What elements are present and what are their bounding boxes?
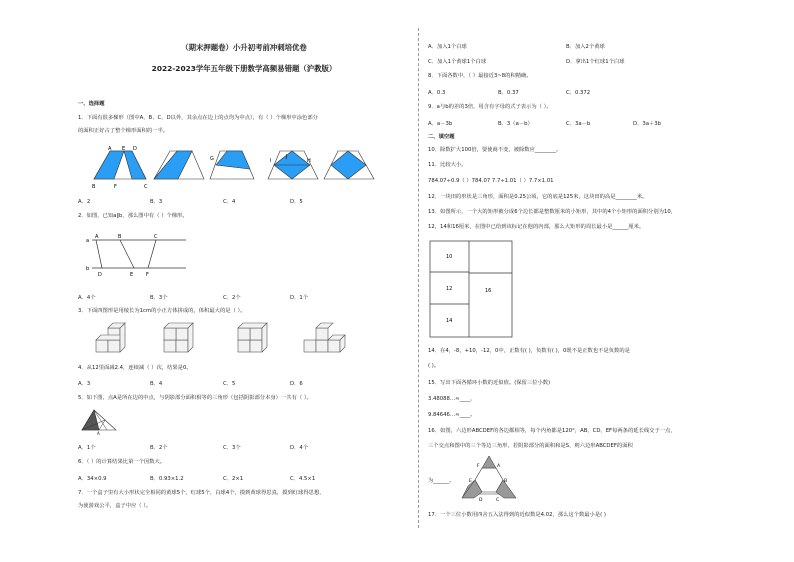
q11-comparison-line: 784.07÷0.9（ ）784.07 7.7÷1.01（ ）7.7×1.01 — [428, 178, 554, 184]
q11-text: 11．比较大小。 — [428, 162, 467, 168]
q1-label-J: J — [286, 154, 288, 160]
q5-option-a[interactable]: A．1个 — [78, 445, 96, 451]
q16-text-line1: 16．如图，六边形ABCDEF的各边都相等，每个内角都是120°，AB、CD、EF每两条的延长线交于一点， — [428, 428, 676, 434]
q3-cubes-b — [164, 323, 193, 352]
grid-cell-10: 10 — [446, 254, 453, 260]
q4-option-c[interactable]: C．5 — [223, 381, 236, 387]
section-choice-heading: 一、选择题 — [78, 101, 105, 107]
q9-option-c[interactable]: C．3a－b — [566, 121, 591, 127]
q3-cube-figures — [92, 322, 362, 362]
grid-cell-12: 12 — [446, 286, 453, 292]
svg-text:E: E — [130, 272, 134, 278]
q4-option-d[interactable]: D．6 — [290, 381, 303, 387]
q1-option-a[interactable]: A．2 — [78, 199, 91, 205]
q6-option-b[interactable]: B．0.93×1.2 — [150, 476, 184, 482]
svg-text:A: A — [497, 464, 501, 469]
right-column — [428, 0, 728, 562]
svg-text:D: D — [98, 272, 102, 278]
q13-rectangle-grid — [429, 240, 513, 338]
q1-label-I: I — [270, 158, 272, 164]
q6-text: 6．（ ）的计算结果比第一个因数大。 — [78, 459, 166, 465]
q1-label-F: F — [114, 184, 117, 190]
q1-trapezoid-figures — [92, 145, 382, 191]
q3-cubes-a — [96, 323, 125, 352]
q5-option-d[interactable]: D．4个 — [290, 445, 309, 451]
svg-text:A: A — [95, 234, 99, 240]
q16-text-line3: 为______。 — [428, 478, 455, 484]
q13-text-line1: 13．如图所示，一个大的矩形被分成6个边长都是整数厘米的小矩形，其中的4个小矩形的面积分别为10， — [428, 209, 676, 215]
q17-text: 17．一个三位小数用四舍五入法得到的近似数是4.02，那么这个数最小是( ) — [428, 512, 606, 518]
q2-text: 2．如图，已知a∥b，那么图中有（ ）个梯形。 — [78, 213, 188, 219]
q13-text-line2: 12，14和16厘米，在图中已给到该标记在他的内部，那么大矩形的周长最小是______厘米。 — [428, 224, 645, 230]
q3-cubes-d — [304, 323, 345, 352]
q1-label-D: D — [133, 146, 137, 152]
q1-figure-5 — [324, 151, 374, 179]
q3-cubes-c — [238, 323, 267, 352]
column-divider — [418, 28, 419, 528]
q9-text: 9．a与b的差的3倍，用含有字母的式子表示为（ ）。 — [428, 104, 552, 110]
q5-option-c[interactable]: C．3个 — [223, 445, 241, 451]
q7-option-d[interactable]: D．拿出1个红球1个白球 — [566, 59, 625, 65]
q9-option-b[interactable]: B．3（a－b） — [498, 121, 533, 127]
q8-option-b[interactable]: B．0.37 — [498, 90, 519, 96]
svg-text:D: D — [479, 498, 483, 503]
q1-label-C: C — [144, 184, 148, 190]
svg-text:B: B — [504, 479, 508, 484]
q1-figure-1 — [94, 151, 146, 179]
q15-item1: 3.48088…≈____， — [428, 396, 476, 402]
svg-text:C: C — [154, 234, 158, 240]
svg-text:b: b — [86, 266, 90, 272]
q1-option-c[interactable]: C．4 — [223, 199, 236, 205]
q15-text: 15．写出下面各循环小数的近似值。(保留三位小数) — [428, 380, 551, 386]
q6-option-c[interactable]: C．2×1 — [223, 476, 244, 482]
q5-triangle-figure — [80, 408, 120, 436]
svg-text:A: A — [97, 431, 100, 436]
q1-text-line2: 的面积正好占了整个梯形面积的一半。 — [78, 128, 169, 134]
q8-text: 8．下面各数中，（ ）最接近3~8的积精确。 — [428, 73, 532, 79]
q1-figure-2 — [154, 151, 204, 179]
q7-option-b[interactable]: B．加入2个黄球 — [566, 44, 605, 50]
svg-text:B: B — [118, 234, 122, 240]
q2-option-b[interactable]: B．3个 — [150, 295, 168, 301]
q8-option-a[interactable]: A．0.3 — [428, 90, 446, 96]
svg-text:C: C — [496, 498, 500, 503]
q6-option-a[interactable]: A．34×0.9 — [78, 476, 107, 482]
q14-text-line1: 14．在4，-8，+10，-12，0中，正数有( )，负数有( )，0既不是正数也不是负数的是 — [428, 348, 630, 354]
q9-option-d[interactable]: D．3a＋3b — [633, 121, 662, 127]
q1-label-A: A — [108, 146, 112, 152]
q16-hexagon-figure — [458, 454, 520, 508]
section-fill-heading: 二、填空题 — [428, 134, 455, 140]
q8-option-c[interactable]: C．0.372 — [566, 90, 591, 96]
q15-item2: 9.84646…≈____。 — [428, 412, 476, 418]
q6-option-d[interactable]: C．4.5×1 — [290, 476, 316, 482]
grid-cell-14: 14 — [446, 318, 453, 324]
q10-text: 10．除数扩大100倍，要使商不变，被除数应________。 — [428, 147, 562, 153]
q2-option-a[interactable]: A．4个 — [78, 295, 96, 301]
q1-label-E: E — [122, 146, 126, 152]
left-column — [78, 0, 410, 562]
q2-option-c[interactable]: C．2个 — [223, 295, 241, 301]
q1-figure-3 — [210, 151, 254, 179]
q1-label-G: G — [210, 156, 214, 162]
q1-label-B: B — [92, 184, 96, 190]
q4-option-a[interactable]: A．3 — [78, 381, 91, 387]
q5-option-b[interactable]: B．2个 — [150, 445, 168, 451]
q1-text-line1: 1．下面有很多梯形（图中A、B、C、D以外，其余点在边上的点均为中点），有（ ）个梯形中涂色部分 — [78, 115, 318, 121]
svg-text:a: a — [86, 238, 90, 244]
q4-text: 4．从12里面减2.4，连续减（ ）次，结果是0。 — [78, 365, 192, 371]
q4-option-b[interactable]: B．4 — [150, 381, 163, 387]
grid-cell-16: 16 — [485, 288, 492, 294]
q2-parallel-lines-figure — [86, 230, 196, 278]
q1-option-b[interactable]: B．3 — [150, 199, 163, 205]
q7-option-a[interactable]: A．加入1个白球 — [428, 44, 467, 50]
q14-text-line2: ( )。 — [428, 363, 440, 369]
q16-text-line2: 三个交点和图中的三个等边三角形，若阴影部分的面积和是S，则六边形ABCDEF的面积 — [428, 443, 633, 449]
q12-text: 12．一块田的形状是三角形，面积是0.25公顷，它的底是125米，这块田的高是________米。 — [428, 194, 648, 200]
q1-figure-4 — [268, 151, 318, 179]
svg-text:F: F — [146, 272, 149, 278]
q2-option-d[interactable]: D．1个 — [290, 295, 309, 301]
svg-text:F: F — [477, 464, 480, 469]
exam-title: （期末押题卷）小升初考前冲刺培优卷 — [181, 43, 307, 52]
q7-text-line1: 7．一个盒子里有大小形状完全相同的黄球5个，红球5个，白球4个，摸到黄球得思真，摸到红球得思想， — [78, 490, 325, 496]
svg-text:E: E — [469, 479, 472, 484]
q5-text: 5．如下图，点A是所在边的中点，与阴影部分面积相等的三角形（包括阴影部分本身）一共有（ ）。 — [78, 395, 312, 401]
q1-label-H: H — [307, 158, 311, 164]
q3-text: 3．下面四图形是用棱长为1cm的小正方体拼成的，体积最大的是（ ）。 — [78, 308, 246, 314]
q1-option-d[interactable]: D．5 — [290, 199, 303, 205]
q9-option-a[interactable]: A．a－3b — [428, 121, 453, 127]
exam-subtitle: 2022-2023学年五年级下册数学高频易错题（沪教版） — [151, 64, 337, 73]
q7-text-line2: 为使游戏公平，盒子中应（ ）。 — [78, 503, 152, 509]
q7-option-c[interactable]: C．加入1个黄球1个白球 — [428, 59, 487, 65]
